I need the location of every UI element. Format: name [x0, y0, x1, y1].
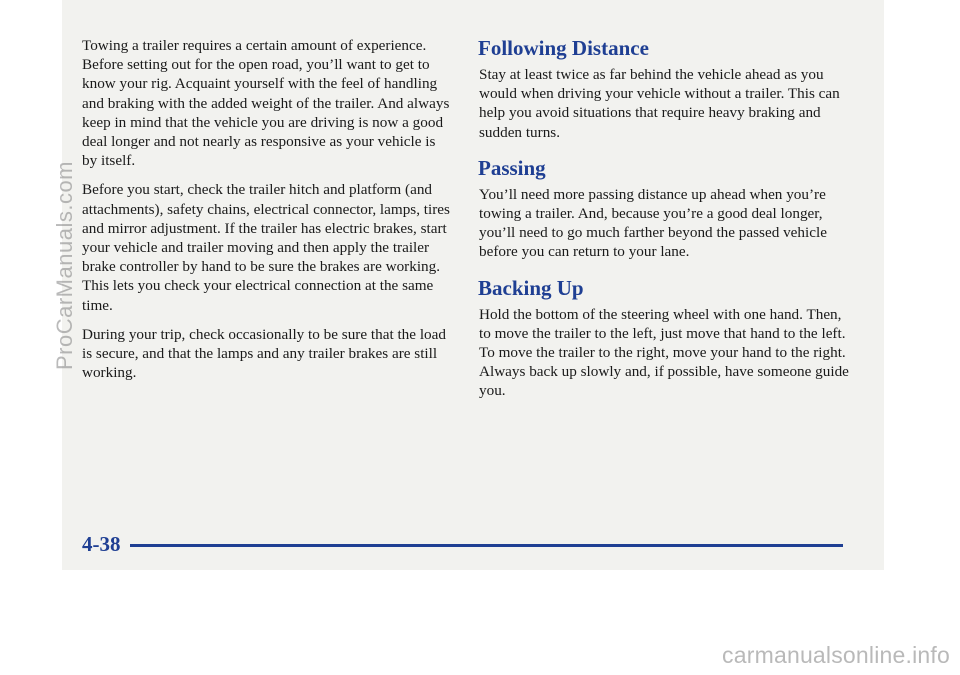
- heading-backing-up: Backing Up: [478, 275, 584, 300]
- paragraph-following-distance: Stay at least twice as far behind the vehicle ahead as you would when driving your vehicle without a trailer. This can help you avoid situations that require heavy braking and sudden turns.: [479, 66, 840, 141]
- paragraph-passing: You’ll need more passing distance up ahead when you’re towing a trailer. And, because you’re a good deal longer, you’ll need to go much farther beyond the passed vehicle before you can return to your lane.: [479, 185, 827, 261]
- left-column: [82, 36, 454, 392]
- page-footer: [82, 532, 843, 558]
- footer-rule: [130, 544, 843, 547]
- paragraph-experience: Towing a trailer requires a certain amount of experience. Before setting out for the open road, you’ll want to get to know your rig. Acquaint yourself with the feel of handling and braking with the added weight of the trailer. And always keep in mind that the vehicle you are driving is now a good deal longer and not nearly as responsive as your vehicle is by itself.: [82, 37, 450, 170]
- page-number: 4-38: [82, 532, 121, 556]
- heading-following-distance: Following Distance: [478, 36, 649, 60]
- paragraph-during-trip: During your trip, check occasionally to be sure that the load is secure, and that the lamps and any trailer brakes are still working.: [82, 325, 446, 382]
- paragraph-before-start: Before you start, check the trailer hitch and platform (and attachments), safety chains, electrical connector, lamps, tires and mirror adjustment. If the trailer has electric brakes, start your vehicle and trailer moving and then apply the trailer brake controller by hand to be sure the brakes are working. This lets you check your electrical connection at the same time.: [82, 181, 450, 314]
- paragraph-backing-up: Hold the bottom of the steering wheel with one hand. Then, to move the trailer to the left, just move that hand to the left. To move the trailer to the right, move your hand to the right. Always back up slowly and, if possible, have someone guide you.: [479, 305, 849, 400]
- watermark-text: ProCarManuals.com: [52, 160, 77, 370]
- heading-passing: Passing: [478, 155, 546, 180]
- right-column: [479, 36, 851, 415]
- site-watermark: carmanualsonline.info: [722, 642, 950, 668]
